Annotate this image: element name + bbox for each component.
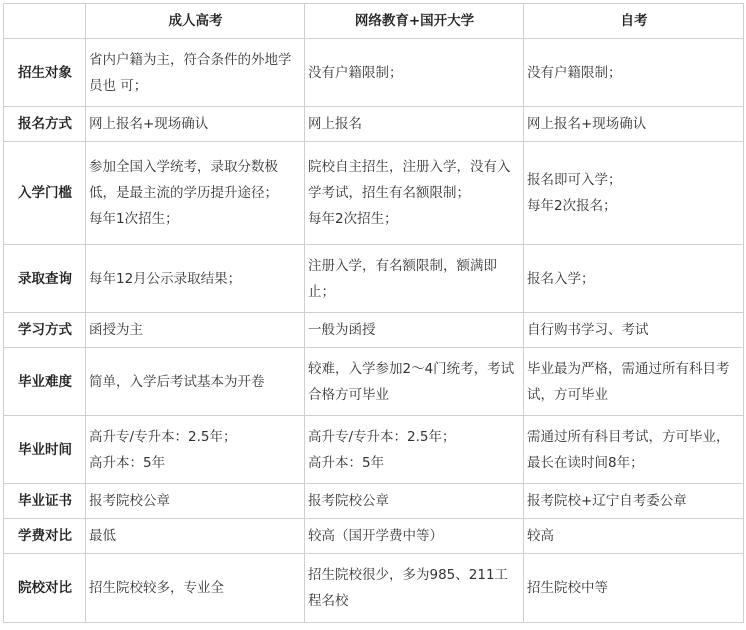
cell-line: 简单，入学后考试基本为开卷 [89, 373, 265, 390]
cell-line: 最低 [89, 528, 116, 544]
table-cell [305, 39, 524, 107]
table-row [4, 313, 744, 348]
table-body [4, 39, 744, 623]
table-cell [86, 484, 305, 519]
comparison-table [3, 3, 744, 623]
table-cell [305, 554, 524, 623]
table-cell [305, 348, 524, 416]
table-cell [86, 416, 305, 484]
cell-line: 每年2次报名； [527, 198, 617, 214]
cell-line: 一般为函授 [308, 322, 376, 338]
table-cell [524, 416, 744, 484]
table-cell [305, 142, 524, 245]
row-header: 录取查询 [4, 245, 86, 313]
cell-line: 高升专/专升本：2.5年； [308, 428, 456, 445]
cell-line: 较高（国开学费中等） [308, 528, 443, 544]
cell-line: 高升专/专升本：2.5年； [89, 428, 237, 445]
table-cell [524, 39, 744, 107]
table-cell [524, 519, 744, 554]
cell-line: 网上报名+现场确认 [527, 116, 647, 132]
table-row [4, 348, 744, 416]
cell-line: 自行购书学习、考试 [527, 322, 649, 338]
table-cell [86, 107, 305, 142]
table-cell [305, 313, 524, 348]
table-row [4, 142, 744, 245]
cell-line: 参加全国入学统考，录取分数极低，是最主流的学历提升途径； [89, 159, 278, 201]
header-cell-online-education: 网络教育+国开大学 [305, 4, 524, 39]
cell-line: 院校自主招生，注册入学，没有入学考试，招生有名额限制； [308, 159, 511, 201]
table-cell [524, 142, 744, 245]
row-header: 学习方式 [4, 313, 86, 348]
cell-line: 省内户籍为主，符合条件的外地学员也 可； [89, 51, 292, 94]
cell-line: 每年1次招生； [89, 211, 179, 227]
row-header: 院校对比 [4, 554, 86, 623]
header-cell-adult-exam: 成人高考 [86, 4, 305, 39]
cell-line: 注册入学，有名额限制，额满即止； [308, 257, 497, 300]
cell-line: 招生院校较多，专业全 [89, 580, 224, 596]
cell-line: 较难，入学参加2～4门统考，考试合格方可毕业 [308, 360, 515, 403]
cell-line: 报名入学； [527, 270, 595, 287]
cell-line: 高升本：5年 [308, 454, 385, 471]
table-cell [524, 245, 744, 313]
table-row [4, 39, 744, 107]
cell-line: 招生院校中等 [527, 580, 608, 596]
table-cell [524, 313, 744, 348]
cell-line: 没有户籍限制； [308, 64, 403, 81]
cell-line: 没有户籍限制； [527, 64, 622, 81]
header-cell-self-study-exam: 自考 [524, 4, 744, 39]
table-cell [86, 554, 305, 623]
cell-line: 报名即可入学； [527, 172, 622, 188]
table-cell [305, 107, 524, 142]
table-row [4, 519, 744, 554]
cell-line: 毕业最为严格，需通过所有科目考试，方可毕业 [527, 360, 730, 403]
table-cell [86, 142, 305, 245]
table-cell [524, 484, 744, 519]
row-header: 毕业难度 [4, 348, 86, 416]
table-cell [86, 39, 305, 107]
cell-line: 招生院校很少，多为985、211工程名校 [308, 567, 509, 609]
table-row [4, 107, 744, 142]
table-row [4, 416, 744, 484]
table-cell [305, 245, 524, 313]
cell-line: 报考院校公章 [308, 493, 389, 509]
cell-line: 高升本：5年 [89, 454, 166, 471]
table-cell [305, 484, 524, 519]
table-cell [86, 245, 305, 313]
header-cell-corner [4, 4, 86, 39]
table-cell [86, 313, 305, 348]
table-row [4, 484, 744, 519]
table-cell [524, 107, 744, 142]
row-header: 毕业时间 [4, 416, 86, 484]
row-header: 招生对象 [4, 39, 86, 107]
row-header: 报名方式 [4, 107, 86, 142]
cell-line: 报考院校公章 [89, 493, 170, 509]
table-cell [86, 519, 305, 554]
table-cell [524, 554, 744, 623]
row-header: 毕业证书 [4, 484, 86, 519]
table-cell [305, 519, 524, 554]
table-row [4, 554, 744, 623]
cell-line: 报考院校+辽宁自考委公章 [527, 493, 687, 509]
cell-line: 较高 [527, 528, 554, 544]
table-cell [86, 348, 305, 416]
header-row [4, 4, 744, 39]
cell-line: 需通过所有科目考试，方可毕业， [527, 428, 730, 445]
cell-line: 函授为主 [89, 322, 143, 338]
table-row [4, 245, 744, 313]
cell-line: 每年12月公示录取结果； [89, 270, 242, 287]
row-header: 入学门槛 [4, 142, 86, 245]
cell-line: 最长在读时间8年； [527, 454, 644, 471]
cell-line: 网上报名 [308, 116, 362, 132]
table-cell [524, 348, 744, 416]
cell-line: 网上报名+现场确认 [89, 116, 209, 132]
table-cell [305, 416, 524, 484]
cell-line: 每年2次招生； [308, 211, 398, 227]
row-header: 学费对比 [4, 519, 86, 554]
